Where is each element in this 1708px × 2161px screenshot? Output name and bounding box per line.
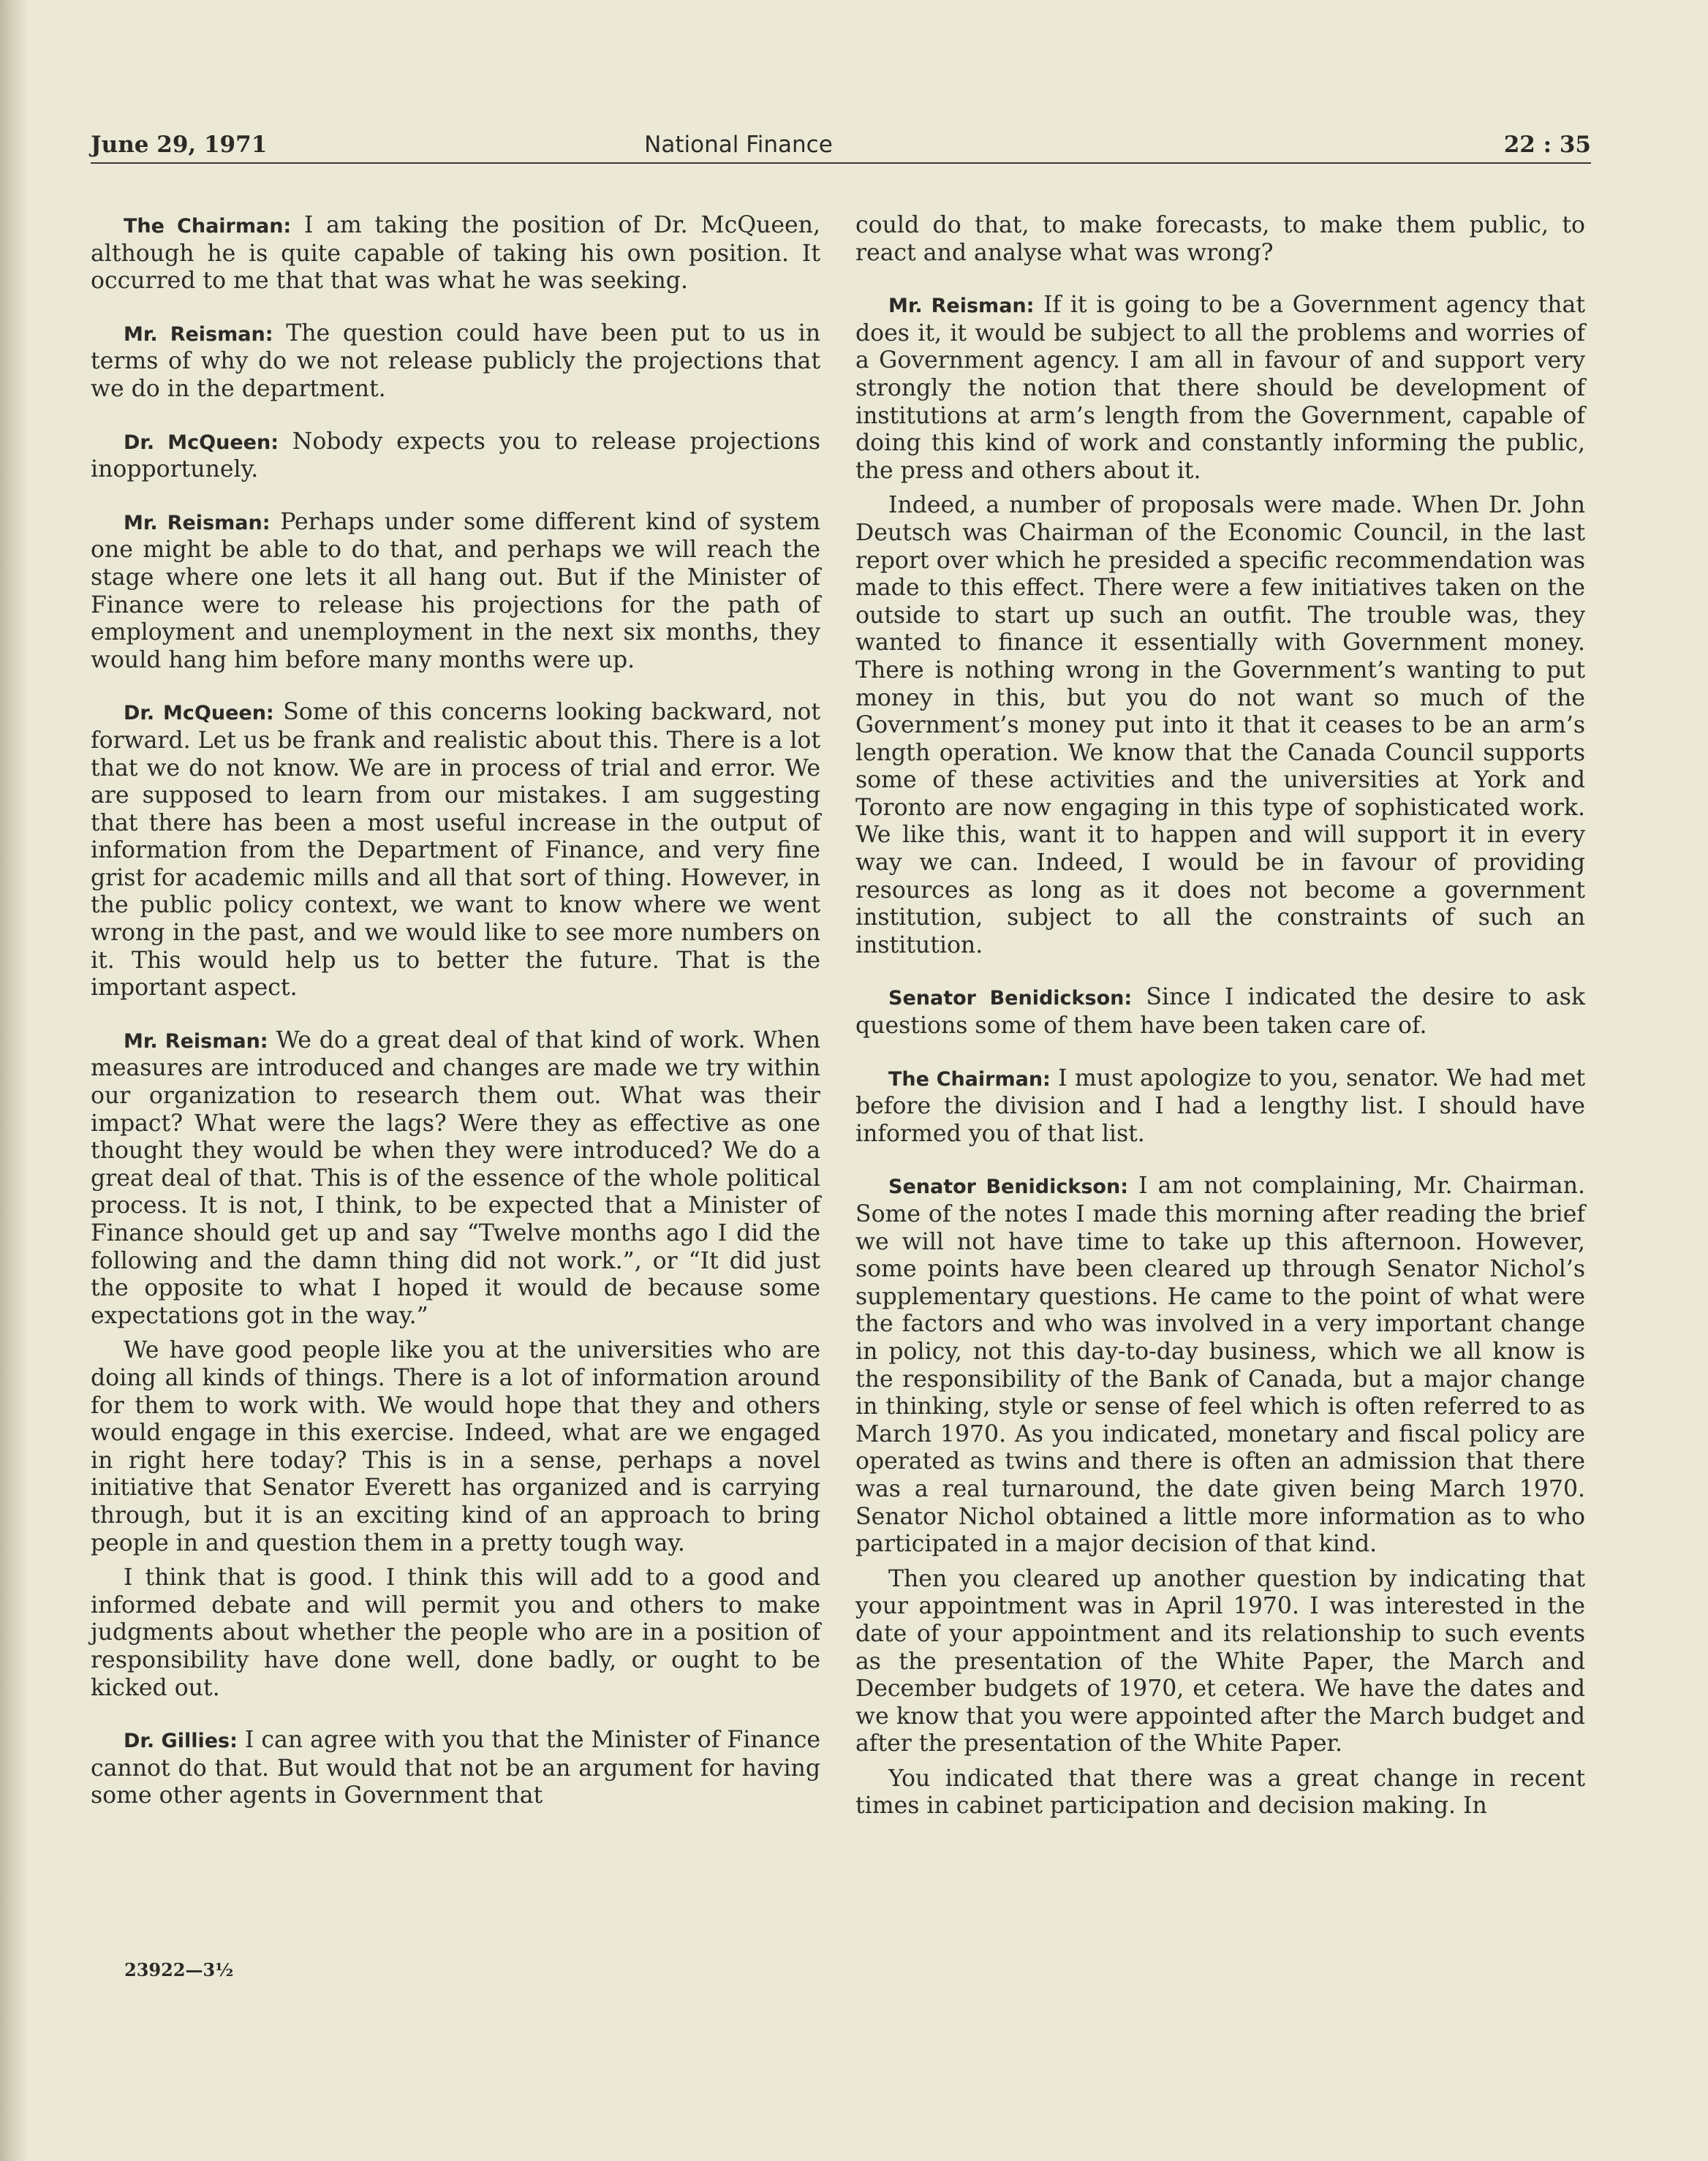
speaker-name: Dr. McQueen:: [124, 702, 274, 725]
paragraph-text: I am taking the position of Dr. McQueen, although he is quite capable of taking his own position. It occurred to me that that was what he was seeking.: [91, 212, 820, 295]
paragraph-text: We do a great deal of that kind of work. When measures are introduced and changes are made we try within our organization to research them out. What was their impact? What were the lags? Were they as effective as one thought they would be when they were introduced? We do a great deal of that. This is of the essence of the whole political process. It is not, I think, to be expected that a Minister of Finance should get up and say “Twelve months ago I did the following and the damn thing did not work.”, or “It did just the opposite to what I hoped it would de because some expectations got in the way.”: [91, 1026, 820, 1329]
speaker-name: Senator Benidickson:: [888, 987, 1133, 1010]
speech-paragraph: [91, 509, 820, 675]
page-binding-edge: [0, 0, 29, 2161]
paragraph-text: Since I indicated the desire to ask questions some of them have been taken care of.: [855, 984, 1586, 1040]
paragraph-text: You indicated that there was a great change in recent times in cabinet participation and decision making. In: [855, 1765, 1585, 1820]
speaker-name: Mr. Reisman:: [124, 511, 271, 534]
left-column: [91, 212, 820, 1810]
running-header: [91, 130, 1591, 159]
speech-paragraph: [855, 1173, 1585, 1558]
header-title: National Finance: [644, 132, 833, 158]
continuation-paragraph: [91, 1564, 820, 1702]
paragraph-text: Some of this concerns looking backward, not forward. Let us be frank and realistic about this. There is a lot that we do not know. We are in process of trial and error. We are supposed to learn from our mistakes. I am suggesting that there has been a most useful increase in the output of information from the Department of Finance, and very fine grist for academic mills and all that sort of thing. However, in the public policy context, we want to know where we went wrong in the past, and we would like to see more numbers on it. This would help us to better the future. That is the important aspect.: [91, 699, 820, 1002]
header-rule: [91, 162, 1591, 164]
speech-paragraph: [91, 699, 820, 1002]
speaker-name: Mr. Reisman:: [124, 322, 273, 346]
paragraph-text: Perhaps under some different kind of system one might be able to do that, and perhaps we will reach the stage where one lets it all hang out. But if the Minister of Finance were to release his projections for the path of employment and unemployment in the next six months, they would hang him before many months were up.: [91, 508, 821, 673]
continuation-paragraph: [855, 492, 1585, 959]
speech-paragraph: [855, 1065, 1585, 1148]
continuation-paragraph: [855, 1566, 1585, 1758]
speech-paragraph: [91, 320, 820, 404]
speaker-name: Mr. Reisman:: [124, 1029, 268, 1053]
paragraph-text: The question could have been put to us in terms of why do we not release publicly the projections that we do in the department.: [91, 319, 821, 402]
continuation-paragraph: [855, 212, 1585, 267]
continuation-paragraph: [91, 1337, 820, 1557]
footer-code: 23922—3½: [124, 1959, 234, 1980]
paragraph-text: Then you cleared up another question by indicating that your appointment was in April 1970. I was interested in the date of your appointment and its relationship to such events as the presentation of the White Paper, the March and December budgets of 1970, et cetera. We have the dates and we know that you were appointed after the March budget and after the presentation of the White Paper.: [855, 1565, 1585, 1757]
speaker-name: Mr. Reisman:: [888, 295, 1035, 318]
paragraph-text: I think that is good. I think this will add to a good and informed debate and will permit you and others to make judgments about whether the people who are in a position of responsibility have done well, done badly, or ought to be kicked out.: [91, 1564, 820, 1701]
continuation-paragraph: [855, 1765, 1585, 1820]
speaker-name: Senator Benidickson:: [888, 1176, 1128, 1199]
speaker-name: The Chairman:: [124, 215, 292, 238]
paragraph-text: Indeed, a number of proposals were made. When Dr. John Deutsch was Chairman of the Economic Council, in the last report over which he presided a specific recommendation was made to this effect. There were a few initiatives taken on the outside to start up such an outfit. The trouble was, they wanted to finance it essentially with Government money. There is nothing wrong in the Government’s wanting to put money in this, but you do not want so much of the Government’s money put into it that it ceases to be an arm’s length operation. We know that the Canada Council supports some of these activities and the universities at York and Toronto are now engaging in this type of sophisticated work. We like this, want it to happen and will support it in every way we can. Indeed, I would be in favour of providing resources as long as it does not become a government institution, subject to all the constraints of such an institution.: [855, 492, 1585, 958]
speaker-name: Dr. Gillies:: [124, 1730, 238, 1753]
paragraph-text: could do that, to make forecasts, to make them public, to react and analyse what was wrong?: [855, 212, 1585, 266]
paragraph-text: I must apologize to you, senator. We had met before the division and I had a lengthy list. I should have informed you of that list.: [855, 1064, 1585, 1147]
header-page-number: 22 : 35: [1503, 132, 1591, 158]
speaker-name: Dr. McQueen:: [124, 431, 279, 454]
speech-paragraph: [855, 984, 1585, 1040]
paragraph-text: I can agree with you that the Minister of Finance cannot do that. But would that not be an argument for having some other agents in Government that: [91, 1727, 820, 1809]
right-column: [855, 212, 1585, 1820]
paragraph-text: We have good people like you at the universities who are doing all kinds of things. There is a lot of information around for them to work with. We would hope that they and others would engage in this exercise. Indeed, what are we engaged in right here today? This is in a sense, perhaps a novel initiative that Senator Everett has organized and is carrying through, but it is an exciting kind of an approach to bring people in and question them in a pretty tough way.: [91, 1337, 820, 1556]
header-date: June 29, 1971: [91, 132, 268, 158]
speech-paragraph: [855, 292, 1585, 485]
speech-paragraph: [91, 428, 820, 484]
speech-paragraph: [91, 1027, 820, 1331]
paragraph-text: If it is going to be a Government agency that does it, it would be subject to all the problems and worries of a Government agency. I am all in favour of and support very strongly the notion that there should be development of institutions at arm’s length from the Government, capable of doing this kind of work and constantly informing the public, the press and others about it.: [855, 292, 1585, 484]
paragraph-text: I am not complaining, Mr. Chairman. Some of the notes I made this morning after reading the brief we will not have time to take up this afternoon. However, some points have been cleared up through Senator Nichol’s supplementary questions. He came to the point of what were the factors and who was involved in a very important change in policy, not this day-to-day business, which we all know is the responsibility of the Bank of Canada, but a major change in thinking, style or sense of feel which is often referred to as March 1970. As you indicated, monetary and fiscal policy are operated as twins and there is often an admission that there was a real turnaround, the date given being March 1970. Senator Nichol obtained a little more information as to who participated in a major decision of that kind.: [855, 1173, 1586, 1558]
speech-paragraph: [91, 212, 820, 295]
speech-paragraph: [91, 1727, 820, 1810]
paragraph-text: Nobody expects you to release projections inopportunely.: [91, 428, 820, 483]
speaker-name: The Chairman:: [888, 1067, 1051, 1091]
